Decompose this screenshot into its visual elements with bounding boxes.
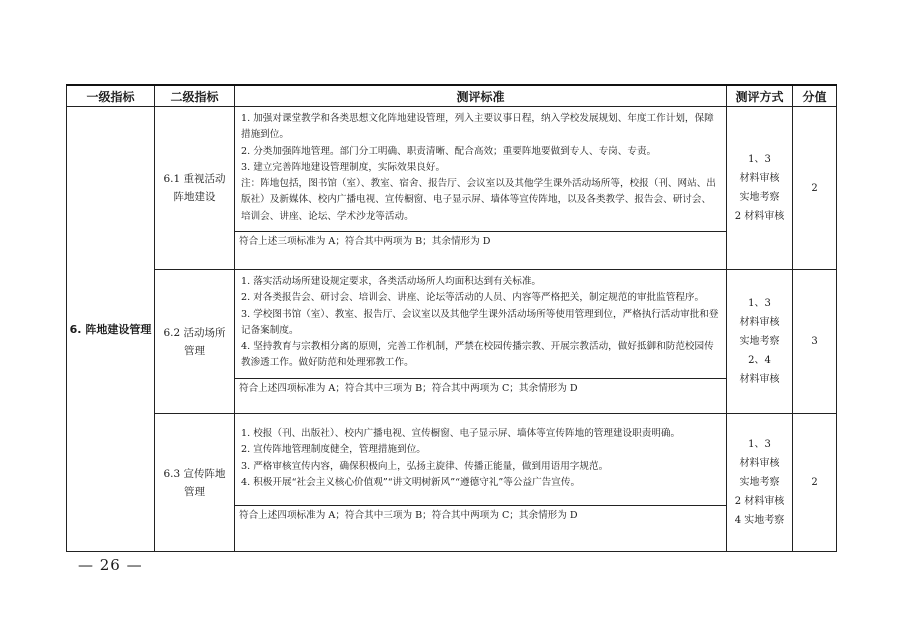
- criteria-item: 2. 宣传阵地管理制度健全，管理措施到位。: [241, 444, 426, 456]
- header-score: 分值: [793, 85, 837, 107]
- method-line: 2 材料审核: [734, 211, 785, 222]
- criteria-item: 1. 落实活动场所建设规定要求，各类活动场所人均面积达到有关标准。: [241, 276, 542, 287]
- method-line: 2 材料审核: [734, 496, 785, 507]
- criteria-item: 1. 校报（刊、出版社）、校内广播电视、宣传橱窗、电子显示屏、墙体等宣传阵地的管理建设职责明确。: [241, 428, 681, 439]
- header-primary-indicator: 一级指标: [67, 85, 155, 107]
- grading-rule: 符合上述四项标准为 A；符合其中三项为 B；符合其中两项为 C；其余情形为 D: [235, 378, 726, 399]
- method-line: 材料审核: [739, 374, 780, 385]
- grading-rule: 符合上述四项标准为 A；符合其中三项为 B；符合其中两项为 C；其余情形为 D: [235, 505, 726, 526]
- header-secondary-indicator: 二级指标: [155, 85, 235, 107]
- method-line: 材料审核: [739, 173, 780, 184]
- method-cell: [727, 107, 793, 270]
- method-line: 材料审核: [739, 458, 780, 469]
- table-row: [67, 414, 837, 552]
- criteria-item: 3. 建立完善阵地建设管理制度，实际效果良好。: [241, 161, 446, 173]
- method-line: 2、4: [748, 355, 771, 366]
- page-number: — 26 —: [78, 556, 143, 574]
- method-cell: [727, 414, 793, 552]
- secondary-indicator-cell: [155, 270, 235, 414]
- criteria-item: 4. 积极开展“社会主义核心价值观”“讲文明树新风”“遵德守礼”等公益广告宣传。: [241, 476, 581, 488]
- criteria-cell: [235, 414, 727, 552]
- secondary-indicator-cell: [155, 414, 235, 552]
- table-row: [67, 107, 837, 270]
- criteria-cell: [235, 270, 727, 414]
- method-cell: [727, 270, 793, 414]
- method-line: 实地考察: [739, 192, 780, 203]
- criteria-item: 4. 坚持教育与宗教相分离的原则，完善工作机制，严禁在校园传播宗教、开展宗教活动，做好抵御和防范校园传教渗透工作。做好防范和处理邪教工作。: [241, 341, 714, 369]
- criteria-cell: [235, 107, 727, 270]
- criteria-item: 2. 对各类报告会、研讨会、培训会、讲座、论坛等活动的人员、内容等严格把关，制定规范的审批监管程序。: [241, 292, 705, 304]
- secondary-indicator-cell: [155, 107, 235, 270]
- table-row: [67, 270, 837, 414]
- score-cell: 2: [793, 414, 837, 552]
- secondary-indicator-label: 6.3 宣传阵地管理: [163, 467, 226, 498]
- criteria-item: 3. 学校图书馆（室）、教室、报告厅、会议室以及其他学生课外活动场所等使用管理到位，严格执行活动审批和登记备案制度。: [241, 308, 719, 336]
- secondary-indicator-label: 6.1 重视活动阵地建设: [163, 173, 226, 203]
- score-cell: 2: [793, 107, 837, 270]
- method-line: 材料审核: [739, 317, 780, 328]
- secondary-indicator-label: 6.2 活动场所管理: [163, 326, 226, 357]
- method-line: 4 实地考察: [734, 515, 785, 526]
- header-row: [67, 85, 837, 107]
- method-line: 1、3: [748, 298, 771, 309]
- criteria-item: 2. 分类加强阵地管理。部门分工明确、职责清晰、配合高效；重要阵地要做到专人、专岗、专责。: [241, 145, 657, 157]
- criteria-item: 3. 严格审核宣传内容，确保积极向上，弘扬主旋律、传播正能量，做到用语用字规范。: [241, 460, 609, 472]
- primary-indicator-cell: 6. 阵地建设管理: [67, 107, 155, 552]
- header-method: 测评方式: [727, 85, 793, 107]
- method-line: 实地考察: [739, 336, 780, 347]
- grading-rule: 符合上述三项标准为 A；符合其中两项为 B；其余情形为 D: [235, 231, 726, 252]
- method-line: 实地考察: [739, 477, 780, 488]
- criteria-item: 1. 加强对课堂教学和各类思想文化阵地建设管理，列入主要议事日程，纳入学校发展规划、年度工作计划，保障措施到位。: [241, 113, 714, 141]
- method-line: 1、3: [748, 439, 771, 450]
- evaluation-table: [66, 84, 837, 552]
- criteria-note: 注：阵地包括，图书馆（室）、教室、宿舍、报告厅、会议室以及其他学生课外活动场所等，校报（刊、网站、出版社）及新媒体、校内广播电视、宣传橱窗、电子显示屏、墙体等宣传阵地，以及各类教学、报告会、研讨会、培训会、讲座、论坛、学术沙龙等活动。: [241, 178, 716, 222]
- method-line: 1、3: [748, 154, 771, 165]
- header-criteria: 测评标准: [235, 85, 727, 107]
- score-cell: 3: [793, 270, 837, 414]
